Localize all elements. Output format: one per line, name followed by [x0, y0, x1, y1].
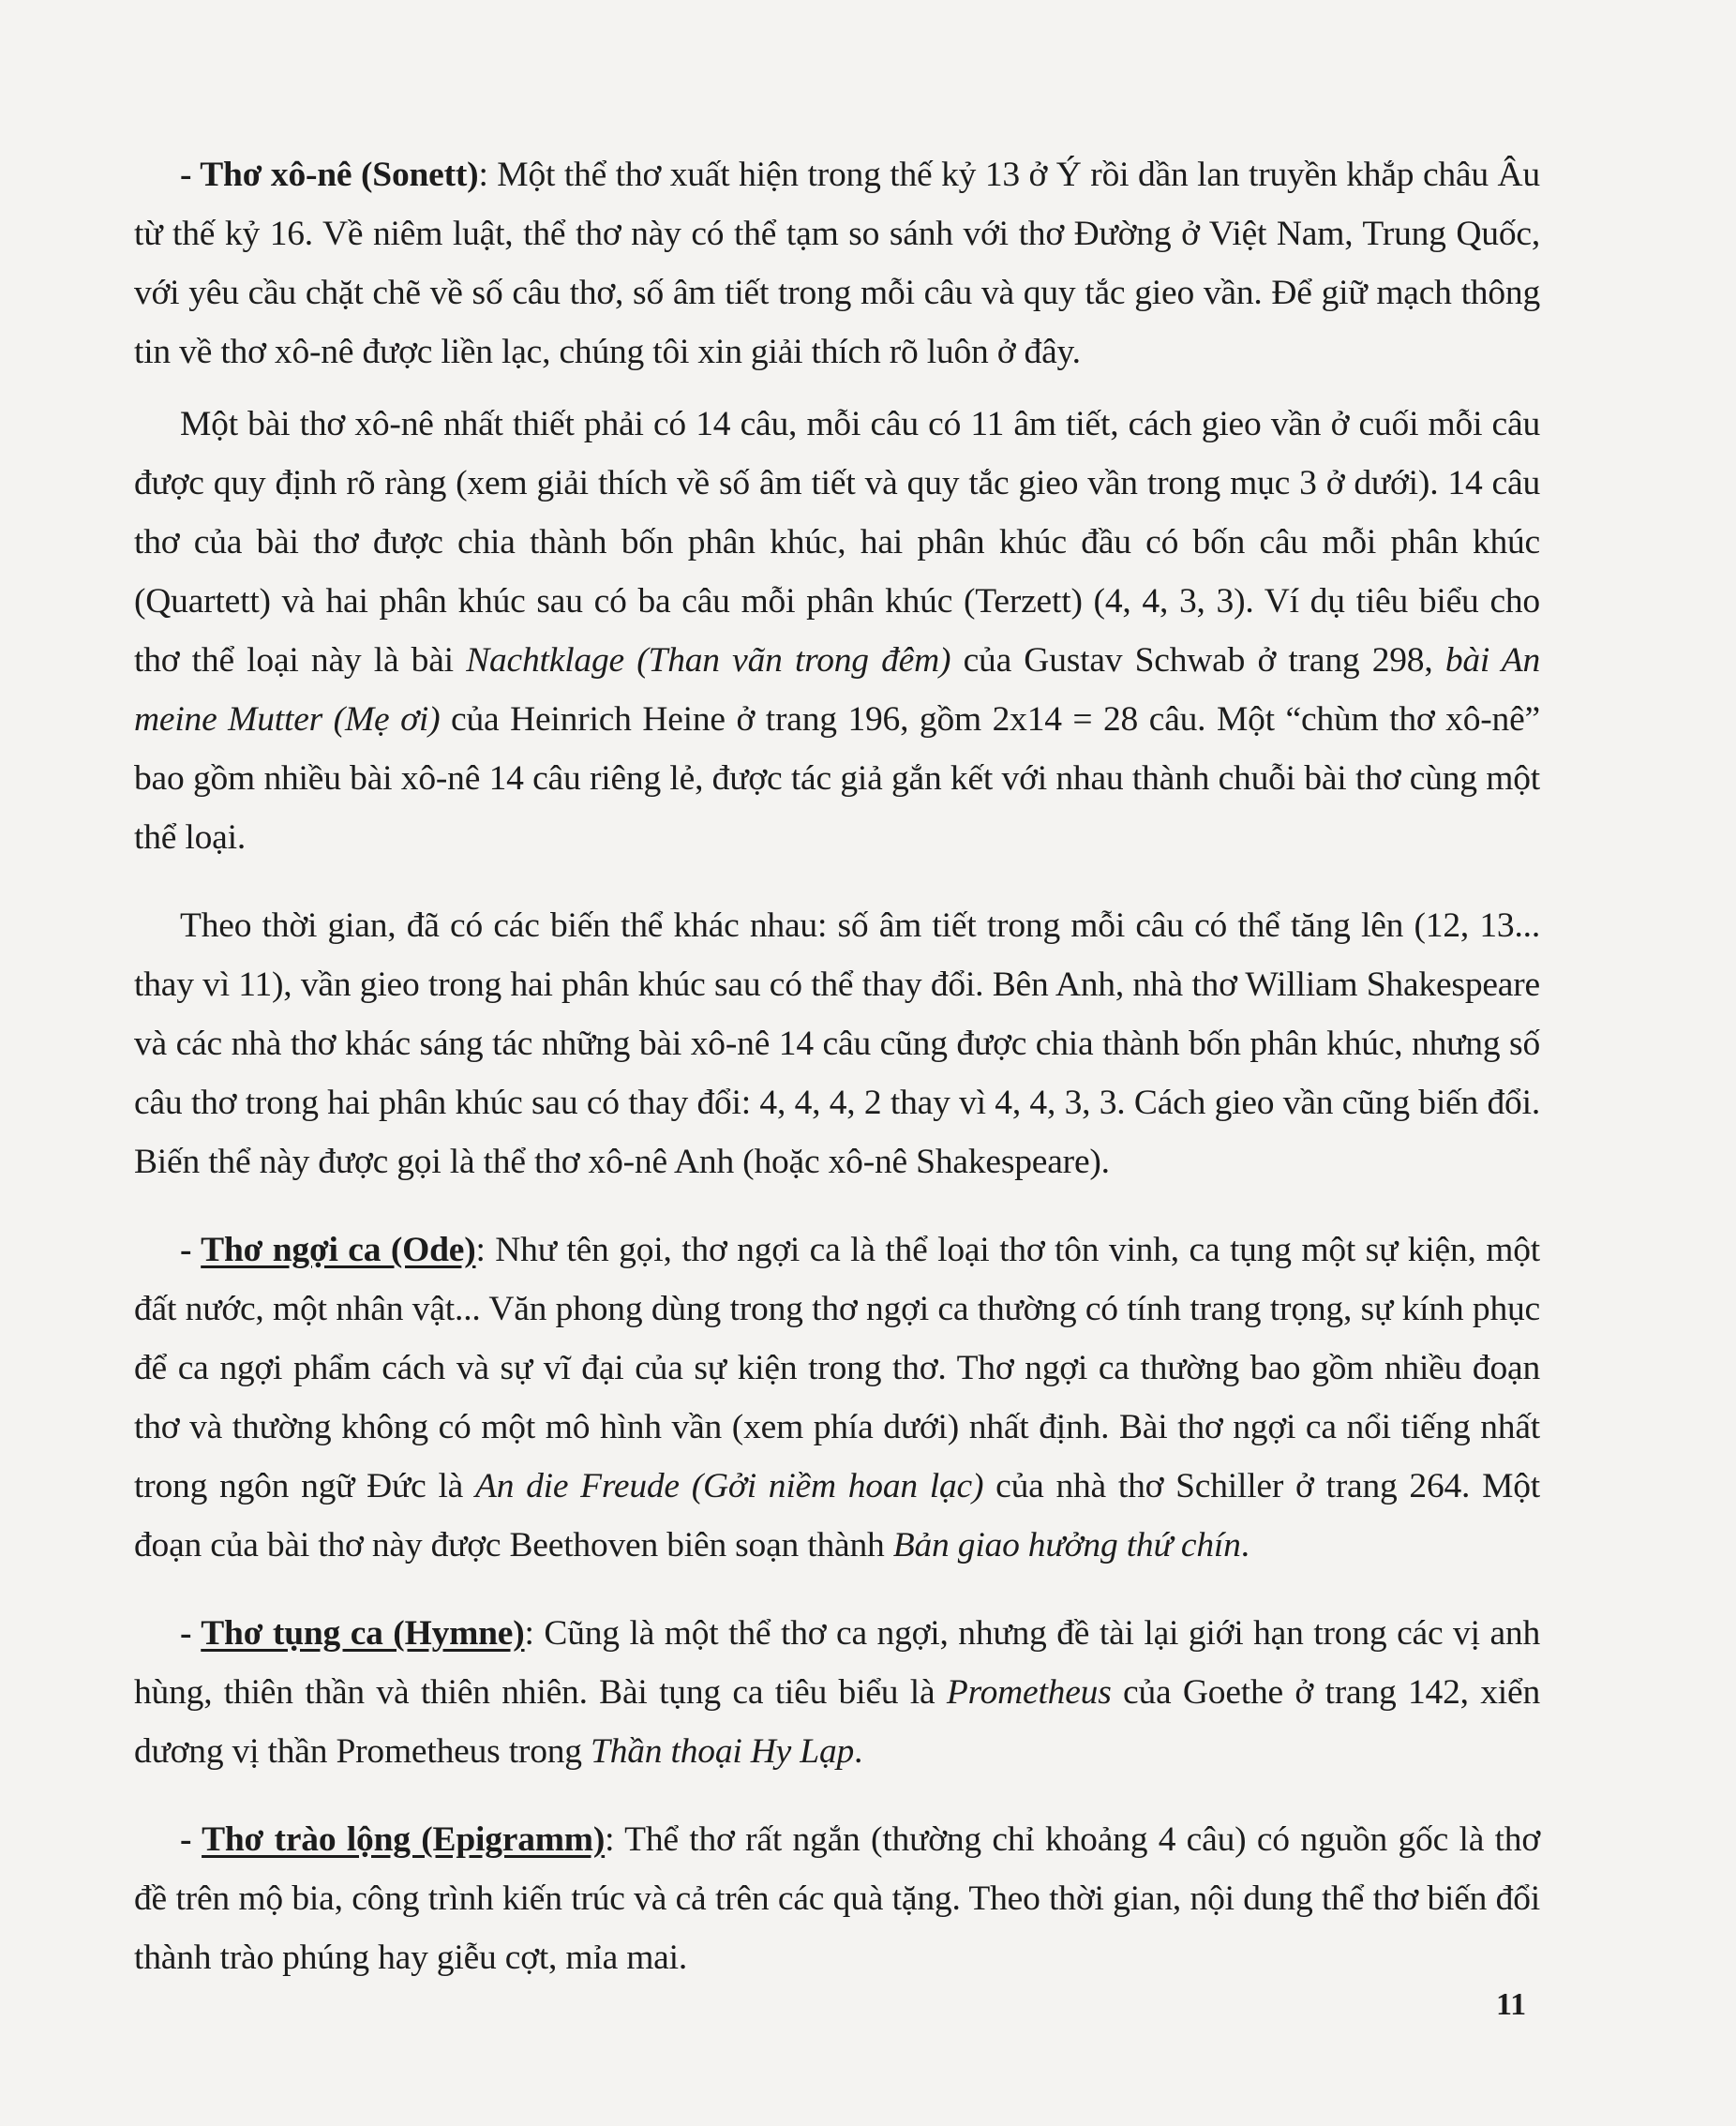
paragraph-epigramm — [134, 1810, 1540, 1987]
page-number: 11 — [1496, 1987, 1527, 2022]
paragraph-text: của nhà thơ Schiller ở trang 264. Một đoạn của bài thơ này được Beethoven biên soạn thành — [134, 1467, 1540, 1565]
dash: - — [180, 1820, 202, 1859]
paragraph-text: Theo thời gian, đã có các biến thể khác nhau: số âm tiết trong mỗi câu có thể tăng lên (12, 13... thay vì 11), vần gieo trong hai phân khúc sau có thể thay đổi. Bên Anh, nhà thơ William Shakespeare và các nhà thơ khác sáng tác những bài xô-nê 14 câu cũng được chia thành bốn phân khúc, nhưng số câu thơ trong hai phân khúc sau có thay đổi: 4, 4, 4, 2 thay vì 4, 4, 3, 3. Cách gieo vần cũng biến đổi. Biến thể này được gọi là thể thơ xô-nê Anh (hoặc xô-nê Shakespeare). — [134, 906, 1540, 1181]
paragraph-ode — [134, 1220, 1540, 1575]
paragraph-text: : Cũng là một thể thơ ca ngợi, nhưng đề tài lại giới hạn trong các vị anh hùng, thiên thần và thiên nhiên. Bài tụng ca tiêu biểu là — [134, 1614, 1540, 1712]
paragraph-sonett-structure — [134, 395, 1540, 867]
term-heading-ode: Thơ ngợi ca (Ode) — [201, 1231, 476, 1269]
term-heading-hymne: Thơ tụng ca (Hymne) — [201, 1614, 525, 1653]
term-heading-epigramm: Thơ trào lộng (Epigramm) — [202, 1820, 606, 1859]
paragraph-sonett-variants — [134, 896, 1540, 1191]
paragraph-text: : Thể thơ rất ngắn (thường chỉ khoảng 4 câu) có nguồn gốc là thơ đề trên mộ bia, công trình kiến trúc và cả trên các quà tặng. Theo thời gian, nội dung thể thơ biến đổi thành trào phúng hay giễu cợt, mỉa mai. — [134, 1820, 1540, 1977]
paragraph-text: Một bài thơ xô-nê nhất thiết phải có 14 câu, mỗi câu có 11 âm tiết, cách gieo vần ở cuối mỗi câu được quy định rõ ràng (xem giải thích về số âm tiết và quy tắc gieo vần trong mục 3 ở dưới). 14 câu thơ của bài thơ được chia thành bốn phân khúc, hai phân khúc đầu có bốn câu mỗi phân khúc (Quartett) và hai phân khúc sau có ba câu mỗi phân khúc (Terzett) (4, 4, 3, 3). Ví dụ tiêu biểu cho thơ thể loại này là bài — [134, 405, 1540, 680]
paragraph-text: . — [1240, 1526, 1250, 1565]
paragraph-text: . — [854, 1732, 863, 1771]
work-title: Bản giao hưởng thứ chín — [892, 1526, 1241, 1565]
term-heading-sonett: - Thơ xô-nê (Sonett) — [180, 156, 479, 194]
dash: - — [180, 1231, 202, 1269]
poem-title: bài An meine Mutter (Mẹ ơi) — [134, 641, 1541, 739]
paragraph-text: của Goethe ở trang 142, xiển dương vị thần Prometheus trong — [134, 1673, 1540, 1771]
dash: - — [180, 1614, 202, 1653]
paragraph-hymne — [134, 1604, 1540, 1781]
paragraph-text: : Một thể thơ xuất hiện trong thế kỷ 13 ở Ý rồi dần lan truyền khắp châu Âu từ thế kỷ 16. Về niêm luật, thể thơ này có thể tạm so sánh với thơ Đường ở Việt Nam, Trung Quốc, với yêu cầu chặt chẽ về số câu thơ, số âm tiết trong mỗi câu và quy tắc gieo vần. Để giữ mạch thông tin về thơ xô-nê được liền lạc, chúng tôi xin giải thích rõ luôn ở đây. — [134, 156, 1540, 371]
page-body — [134, 145, 1540, 1987]
poem-title: Prometheus — [946, 1673, 1112, 1712]
paragraph-text: : Như tên gọi, thơ ngợi ca là thể loại thơ tôn vinh, ca tụng một sự kiện, một đất nước, một nhân vật... Văn phong dùng trong thơ ngợi ca thường có tính trang trọng, sự kính phục để ca ngợi phẩm cách và sự vĩ đại của sự kiện trong thơ. Thơ ngợi ca thường bao gồm nhiều đoạn thơ và thường không có một mô hình vần (xem phía dưới) nhất định. Bài thơ ngợi ca nổi tiếng nhất trong ngôn ngữ Đức là — [134, 1231, 1540, 1505]
paragraph-text: của Heinrich Heine ở trang 196, gồm 2x14 = 28 câu. Một “chùm thơ xô-nê” bao gồm nhiều bài xô-nê 14 câu riêng lẻ, được tác giả gắn kết với nhau thành chuỗi bài thơ cùng một thể loại. — [134, 700, 1540, 857]
paragraph-sonett — [134, 145, 1540, 382]
paragraph-text: của Gustav Schwab ở trang 298, — [950, 641, 1445, 680]
work-title: Thần thoại Hy Lạp — [591, 1732, 855, 1771]
poem-title: Nachtklage (Than vãn trong đêm) — [466, 641, 951, 680]
poem-title: An die Freude (Gởi niềm hoan lạc) — [474, 1467, 984, 1505]
